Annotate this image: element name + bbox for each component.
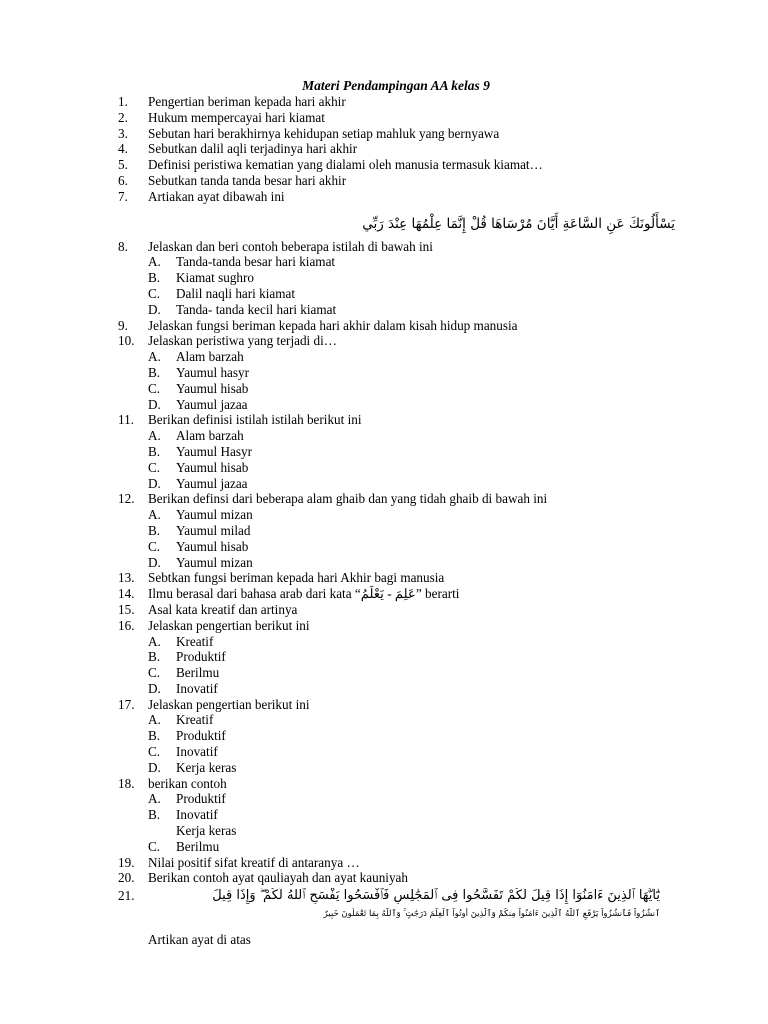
sub-item (0, 428, 768, 444)
question-number: 14. (118, 586, 135, 602)
question-number: 17. (118, 696, 135, 712)
question-item (0, 318, 768, 334)
sub-item-letter: D. (148, 475, 161, 491)
question-text: Berikan definsi dari beberapa alam ghaib dan yang tidah ghaib di bawah ini (148, 491, 548, 507)
question-item (0, 491, 768, 507)
question-number: 18. (118, 775, 135, 791)
sub-item-letter: B. (148, 364, 161, 380)
sub-item-text: Yaumul mizan (176, 507, 253, 523)
sub-item-text: Yaumul hisab (176, 380, 249, 396)
sub-item-text: Kerja keras (176, 759, 237, 775)
sub-item (0, 302, 768, 318)
sub-item (0, 839, 768, 855)
question-number: 5. (118, 157, 128, 173)
question-text: Definisi peristiwa kematian yang dialami oleh manusia termasuk kiamat… (148, 157, 543, 173)
question-text: Artikan ayat di atas (148, 932, 251, 948)
sub-item (0, 807, 768, 823)
question-text: Jelaskan dan beri contoh beberapa istilah di bawah ini (148, 238, 433, 254)
question-text: Berikan contoh ayat qauliayah dan ayat kauniyah (148, 870, 408, 886)
question-text: Sebutkan dalil aqli terjadinya hari akhir (148, 141, 358, 157)
sub-item-text: Berilmu (176, 838, 220, 854)
sub-item-text: Kerja keras (176, 823, 237, 839)
sub-item (0, 523, 768, 539)
sub-item-letter: D. (148, 759, 161, 775)
question-item (0, 173, 768, 189)
question-text: Pengertian beriman kepada hari akhir (148, 94, 346, 109)
question-number: 10. (118, 333, 135, 349)
sub-item-text: Kiamat sughro (176, 270, 255, 286)
question-number: 11. (118, 412, 134, 428)
sub-item-letter: B. (148, 807, 161, 823)
sub-item-text: Berilmu (176, 665, 220, 681)
question-text: Sebutan hari berakhirnya kehidupan setiap mahluk yang bernyawa (148, 125, 500, 141)
sub-item (0, 634, 768, 650)
sub-item-letter: C. (148, 665, 161, 681)
question-item (0, 157, 768, 173)
sub-item-text: Dalil naqli hari kiamat (176, 285, 296, 301)
sub-item-letter: C. (148, 538, 161, 554)
sub-item (0, 760, 768, 776)
sub-item-text: Yaumul hasyr (176, 364, 250, 380)
question-text: Jelaskan pengertian berikut ini (148, 696, 310, 712)
question-number: 7. (118, 188, 128, 204)
question-number: 2. (118, 109, 128, 125)
question-number: 6. (118, 172, 128, 188)
question-text: berikan contoh (148, 775, 227, 791)
question-item (0, 333, 768, 349)
sub-item-text: Alam barzah (176, 428, 244, 444)
sub-item-text: Inovatif (176, 680, 218, 696)
question-item (0, 586, 768, 602)
sub-item-letter: B. (148, 649, 161, 665)
sub-item (0, 712, 768, 728)
question-number: 1. (118, 94, 128, 109)
sub-item (0, 286, 768, 302)
sub-item-letter: D. (148, 554, 161, 570)
question-item (0, 870, 768, 886)
sub-item-letter: A. (148, 791, 161, 807)
question-item (0, 697, 768, 713)
question-item (0, 189, 768, 205)
question-item-21-text (0, 932, 768, 948)
sub-item-letter: C. (148, 380, 161, 396)
question-text: Berikan definisi istilah istilah berikut ini (148, 412, 362, 428)
question-item (0, 110, 768, 126)
sub-item (0, 365, 768, 381)
sub-item (0, 460, 768, 476)
question-item (0, 412, 768, 428)
question-number: 12. (118, 491, 135, 507)
question-list (0, 94, 768, 948)
question-number: 9. (118, 317, 128, 333)
arabic-verse: يَسْأَلُونَكَ عَنِ السَّاعَةِ أَيَّانَ مُرْسَاهَا قُلْ إِنَّمَا عِلْمُهَا عِنْدَ رَبِّي (362, 215, 675, 232)
question-text: Jelaskan pengertian berikut ini (148, 617, 310, 633)
question-item (0, 855, 768, 871)
sub-item (0, 476, 768, 492)
question-text: Asal kata kreatif dan artinya (148, 601, 298, 617)
sub-item (0, 744, 768, 760)
question-text: Hukum mempercayai hari kiamat (148, 109, 325, 125)
question-number: 8. (118, 238, 128, 254)
question-number: 19. (118, 854, 135, 870)
sub-item-text: Tanda-tanda besar hari kiamat (176, 254, 336, 270)
sub-item-letter: A. (148, 254, 161, 270)
question-text: Sebtkan fungsi beriman kepada hari Akhir bagi manusia (148, 570, 445, 586)
question-item (0, 141, 768, 157)
sub-item (0, 507, 768, 523)
sub-item-letter: C. (148, 285, 161, 301)
sub-item (0, 728, 768, 744)
sub-item-text: Produktif (176, 791, 226, 807)
question-item (0, 126, 768, 142)
question-number: 4. (118, 141, 128, 157)
sub-item-letter: A. (148, 712, 161, 728)
sub-item-letter: B. (148, 522, 161, 538)
sub-item-letter: B. (148, 270, 161, 286)
sub-item-text: Yaumul hisab (176, 459, 249, 475)
sub-item-letter: A. (148, 633, 161, 649)
sub-item-text: Yaumul hisab (176, 538, 249, 554)
question-item (0, 94, 768, 110)
question-text: Nilai positif sifat kreatif di antaranya … (148, 854, 360, 870)
sub-item (0, 823, 768, 839)
sub-item-letter: C. (148, 838, 161, 854)
sub-item-text: Yaumul Hasyr (176, 443, 252, 459)
arabic-ayah-line-2: ٱنشُزُواْ فَٱنشُزُواْ يَرْفَعِ ٱللَّهُ ٱلَّذِينَ ءَامَنُواْ مِنكُمْ وَٱلَّذِينَ أُوتُواْ ٱلْعِلْمَ دَرَجَٰتٍ ۚ وَٱللَّهُ بِمَا تَعْمَلُونَ خَبِيرٌ (323, 909, 660, 920)
sub-item-text: Kreatif (176, 633, 214, 649)
sub-item-letter: A. (148, 349, 161, 365)
sub-item (0, 681, 768, 697)
sub-item-letter: B. (148, 443, 161, 459)
sub-item (0, 381, 768, 397)
sub-item (0, 791, 768, 807)
page-title: Materi Pendampingan AA kelas 9 (302, 78, 490, 93)
sub-item-text: Alam barzah (176, 349, 244, 365)
sub-item (0, 254, 768, 270)
question-text: Artiakan ayat dibawah ini (148, 188, 285, 204)
sub-item-letter: D. (148, 680, 161, 696)
question-text: Jelaskan peristiwa yang terjadi di… (148, 333, 337, 349)
sub-item (0, 349, 768, 365)
sub-item-letter: C. (148, 459, 161, 475)
sub-item (0, 649, 768, 665)
sub-item-text: Yaumul jazaa (176, 475, 248, 491)
sub-item-letter: D. (148, 301, 161, 317)
sub-item-text: Yaumul mizan (176, 554, 253, 570)
sub-item-text: Produktif (176, 728, 226, 744)
arabic-ayah-line-1: يَٰٓأَيُّهَا ٱلَّذِينَ ءَامَنُوٓاْ إِذَا قِيلَ لَكُمْ تَفَسَّحُواْ فِى ٱلْمَجَٰلِسِ فَٱفْسَحُواْ يَفْسَحِ ٱللَّهُ لَكُمْ ۖ وَإِذَا قِيلَ (212, 888, 660, 904)
sub-item-letter: B. (148, 728, 161, 744)
sub-item-letter: D. (148, 396, 161, 412)
question-text: Ilmu berasal dari bahasa arab dari kata “عَلِمَ - يَعْلَمُ” berarti (148, 586, 460, 602)
sub-item (0, 539, 768, 555)
question-text: Jelaskan fungsi beriman kepada hari akhir dalam kisah hidup manusia (148, 317, 518, 333)
sub-item-text: Yaumul milad (176, 522, 251, 538)
arabic-verse-block (0, 205, 768, 239)
question-number: 20. (118, 870, 135, 886)
question-number: 21. (118, 888, 135, 904)
question-text: Sebutkan tanda tanda besar hari akhir (148, 172, 347, 188)
sub-item (0, 665, 768, 681)
sub-item-text: Tanda- tanda kecil hari kiamat (176, 301, 337, 317)
question-item (0, 239, 768, 255)
sub-item-text: Produktif (176, 649, 226, 665)
sub-item-letter: C. (148, 744, 161, 760)
sub-item-letter: A. (148, 507, 161, 523)
sub-item-text: Yaumul jazaa (176, 396, 248, 412)
question-number: 16. (118, 617, 135, 633)
sub-item (0, 555, 768, 571)
sub-item-text: Inovatif (176, 744, 218, 760)
sub-item-letter: A. (148, 428, 161, 444)
question-number: 3. (118, 125, 128, 141)
sub-item (0, 270, 768, 286)
sub-item (0, 444, 768, 460)
question-item (0, 570, 768, 586)
question-number: 13. (118, 570, 135, 586)
sub-item (0, 397, 768, 413)
sub-item-text: Kreatif (176, 712, 214, 728)
question-item-21 (0, 886, 768, 932)
question-item (0, 776, 768, 792)
question-item (0, 602, 768, 618)
question-number: 15. (118, 601, 135, 617)
sub-item-text: Inovatif (176, 807, 218, 823)
question-item (0, 618, 768, 634)
